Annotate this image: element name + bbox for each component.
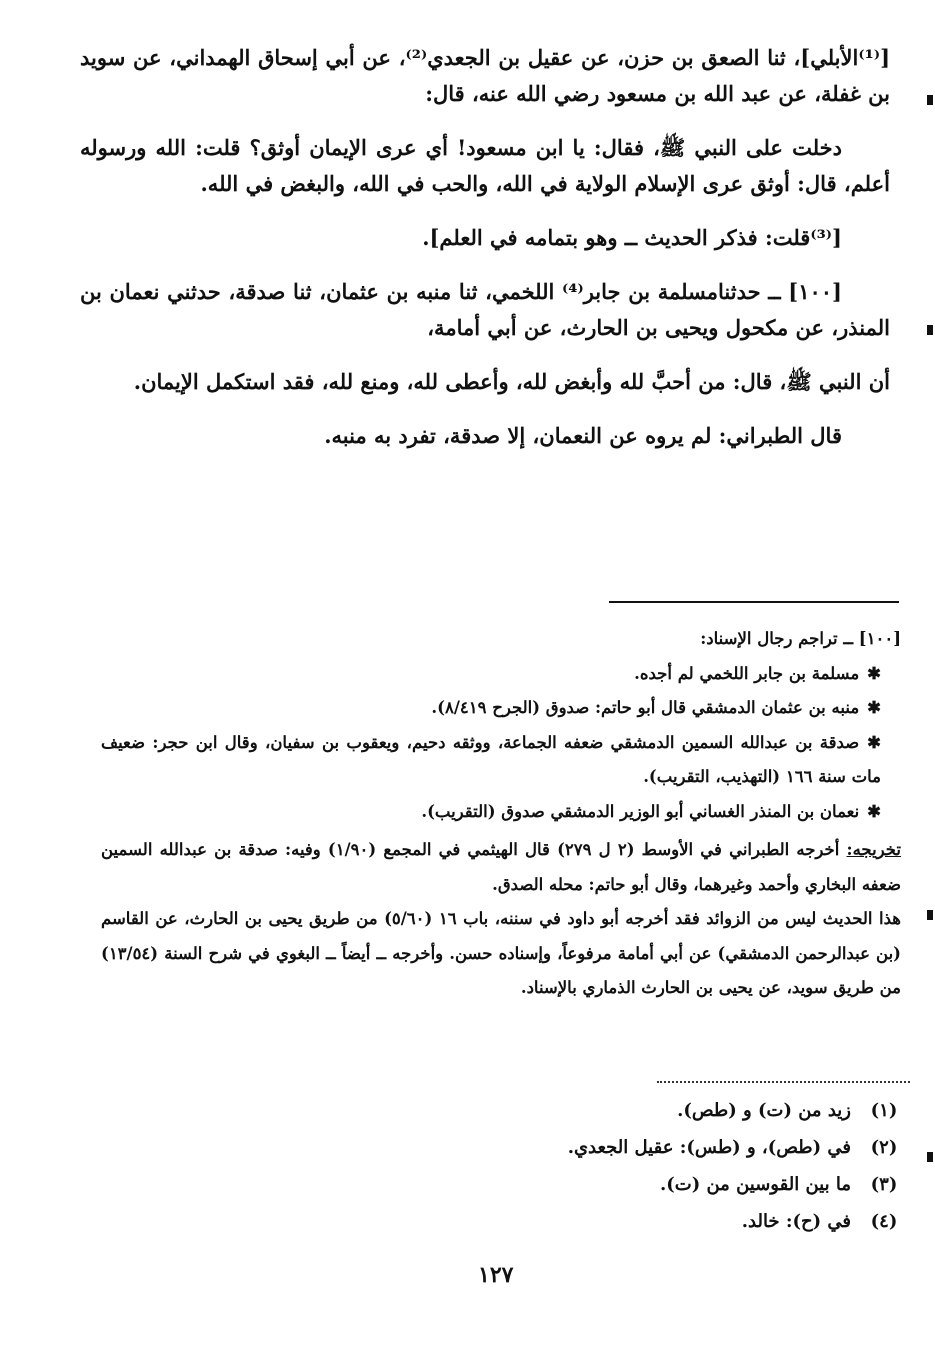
asterisk-icon: ✱ <box>867 698 881 717</box>
takhrij-paragraph-2: هذا الحديث ليس من الزوائد فقد أخرجه أبو داود في سننه، باب ١٦ (٥/٦٠) من طريق يحيى بن الحارث، عن القاسم (بن عبدالرحمن الدمشقي) عن أبي أمامة مرفوعاً، وإسناده حسن. وأخرجه ــ أيضاً ــ البغوي في شرح السنة (١٣/٥٤) من طريق سويد، عن يحيى بن الحارث الذماري بالإسناد. <box>101 909 901 997</box>
asterisk-icon: ✱ <box>867 732 881 752</box>
footnote-text: في (ح): خالد. <box>741 1211 851 1232</box>
footnote-text: في (طص)، و (طس): عقيل الجعدي. <box>567 1137 851 1158</box>
commentary-section <box>101 622 901 1006</box>
footnote-text: ما بين القوسين من (ت). <box>659 1174 851 1195</box>
margin-mark <box>927 95 933 105</box>
footnote-item <box>313 1166 913 1203</box>
margin-mark <box>927 910 933 920</box>
footnote-item <box>313 1203 913 1240</box>
margin-mark <box>927 325 933 335</box>
takhrij-paragraph-1: تخريجه: أخرجه الطبراني في الأوسط (٢ ل ٢٧٩) قال الهيثمي في المجمع (١/٩٠) وفيه: صدقة بن عبدالله السمين ضعفه البخاري وأحمد وغيرهما، وقال أبو حاتم: محله الصدق. <box>101 840 902 894</box>
footnote-text: زيد من (ت) و (طص). <box>677 1100 851 1121</box>
paragraph-matn-2: أن النبي ﷺ، قال: من أحبَّ لله وأبغض لله، وأعطى لله، ومنع لله، فقد استكمل الإيمان. <box>133 369 890 394</box>
footnote-divider <box>609 601 899 603</box>
footnote-number: (٣) <box>870 1174 898 1195</box>
takhrij-block <box>101 833 901 1006</box>
footnote-item <box>313 1092 913 1129</box>
paragraph-isnad-1: [⁽¹⁾الأبلي]، ثنا الصعق بن حزن، عن عقيل بن الجعدي⁽²⁾، عن أبي إسحاق الهمداني، عن سويد بن غفلة، عن عبد الله بن مسعود رضي الله عنه، قال: <box>80 45 891 106</box>
main-text <box>80 40 890 472</box>
takhrij-label: تخريجه: <box>846 840 902 859</box>
footnotes <box>313 1092 913 1240</box>
narrators-list <box>101 657 901 830</box>
commentary-heading: [١٠٠] ــ تراجم رجال الإسناد: <box>700 629 901 648</box>
narrator-item: ✱مسلمة بن جابر اللخمي لم أجده. <box>101 657 881 692</box>
narrator-item: ✱منبه بن عثمان الدمشقي قال أبو حاتم: صدوق (الجرح ٨/٤١٩). <box>101 691 881 726</box>
paragraph-matn-1: دخلت على النبي ﷺ، فقال: يا ابن مسعود! أي عرى الإيمان أوثق؟ قلت: الله ورسوله أعلم، قال: أوثق عرى الإسلام الولاية في الله، والحب في الله، والبغض في الله. <box>80 135 890 196</box>
asterisk-icon: ✱ <box>867 801 881 821</box>
footnote-number: (٢) <box>870 1137 898 1158</box>
footnote-number: (٤) <box>870 1211 898 1232</box>
narrator-item: ✱صدقة بن عبدالله السمين الدمشقي ضعفه الجماعة، ووثقه دحيم، ويعقوب بن سفيان، وقال ابن حجر: ضعيف مات سنة ١٦٦ (التهذيب، التقريب). <box>101 726 881 795</box>
paragraph-tabarani-comment: قال الطبراني: لم يروه عن النعمان، إلا صدقة، تفرد به منبه. <box>324 423 842 448</box>
footnote-item <box>313 1129 913 1166</box>
margin-mark <box>927 1152 933 1162</box>
asterisk-icon: ✱ <box>867 663 881 683</box>
paragraph-hadith-100: [١٠٠] ــ حدثنامسلمة بن جابر⁽⁴⁾ اللخمي، ثنا منبه بن عثمان، ثنا صدقة، حدثني نعمان بن المنذر، عن مكحول ويحيى بن الحارث، عن أبي أمامة، <box>80 279 890 340</box>
footnotes-separator <box>657 1081 910 1083</box>
page-number: ١٢٧ <box>478 1262 514 1288</box>
footnote-number: (١) <box>870 1100 898 1121</box>
paragraph-note-bracket: [⁽³⁾قلت: فذكر الحديث ــ وهو بتمامه في العلم]. <box>422 225 842 250</box>
narrator-item: ✱نعمان بن المنذر الغساني أبو الوزير الدمشقي صدوق (التقريب). <box>101 795 881 830</box>
